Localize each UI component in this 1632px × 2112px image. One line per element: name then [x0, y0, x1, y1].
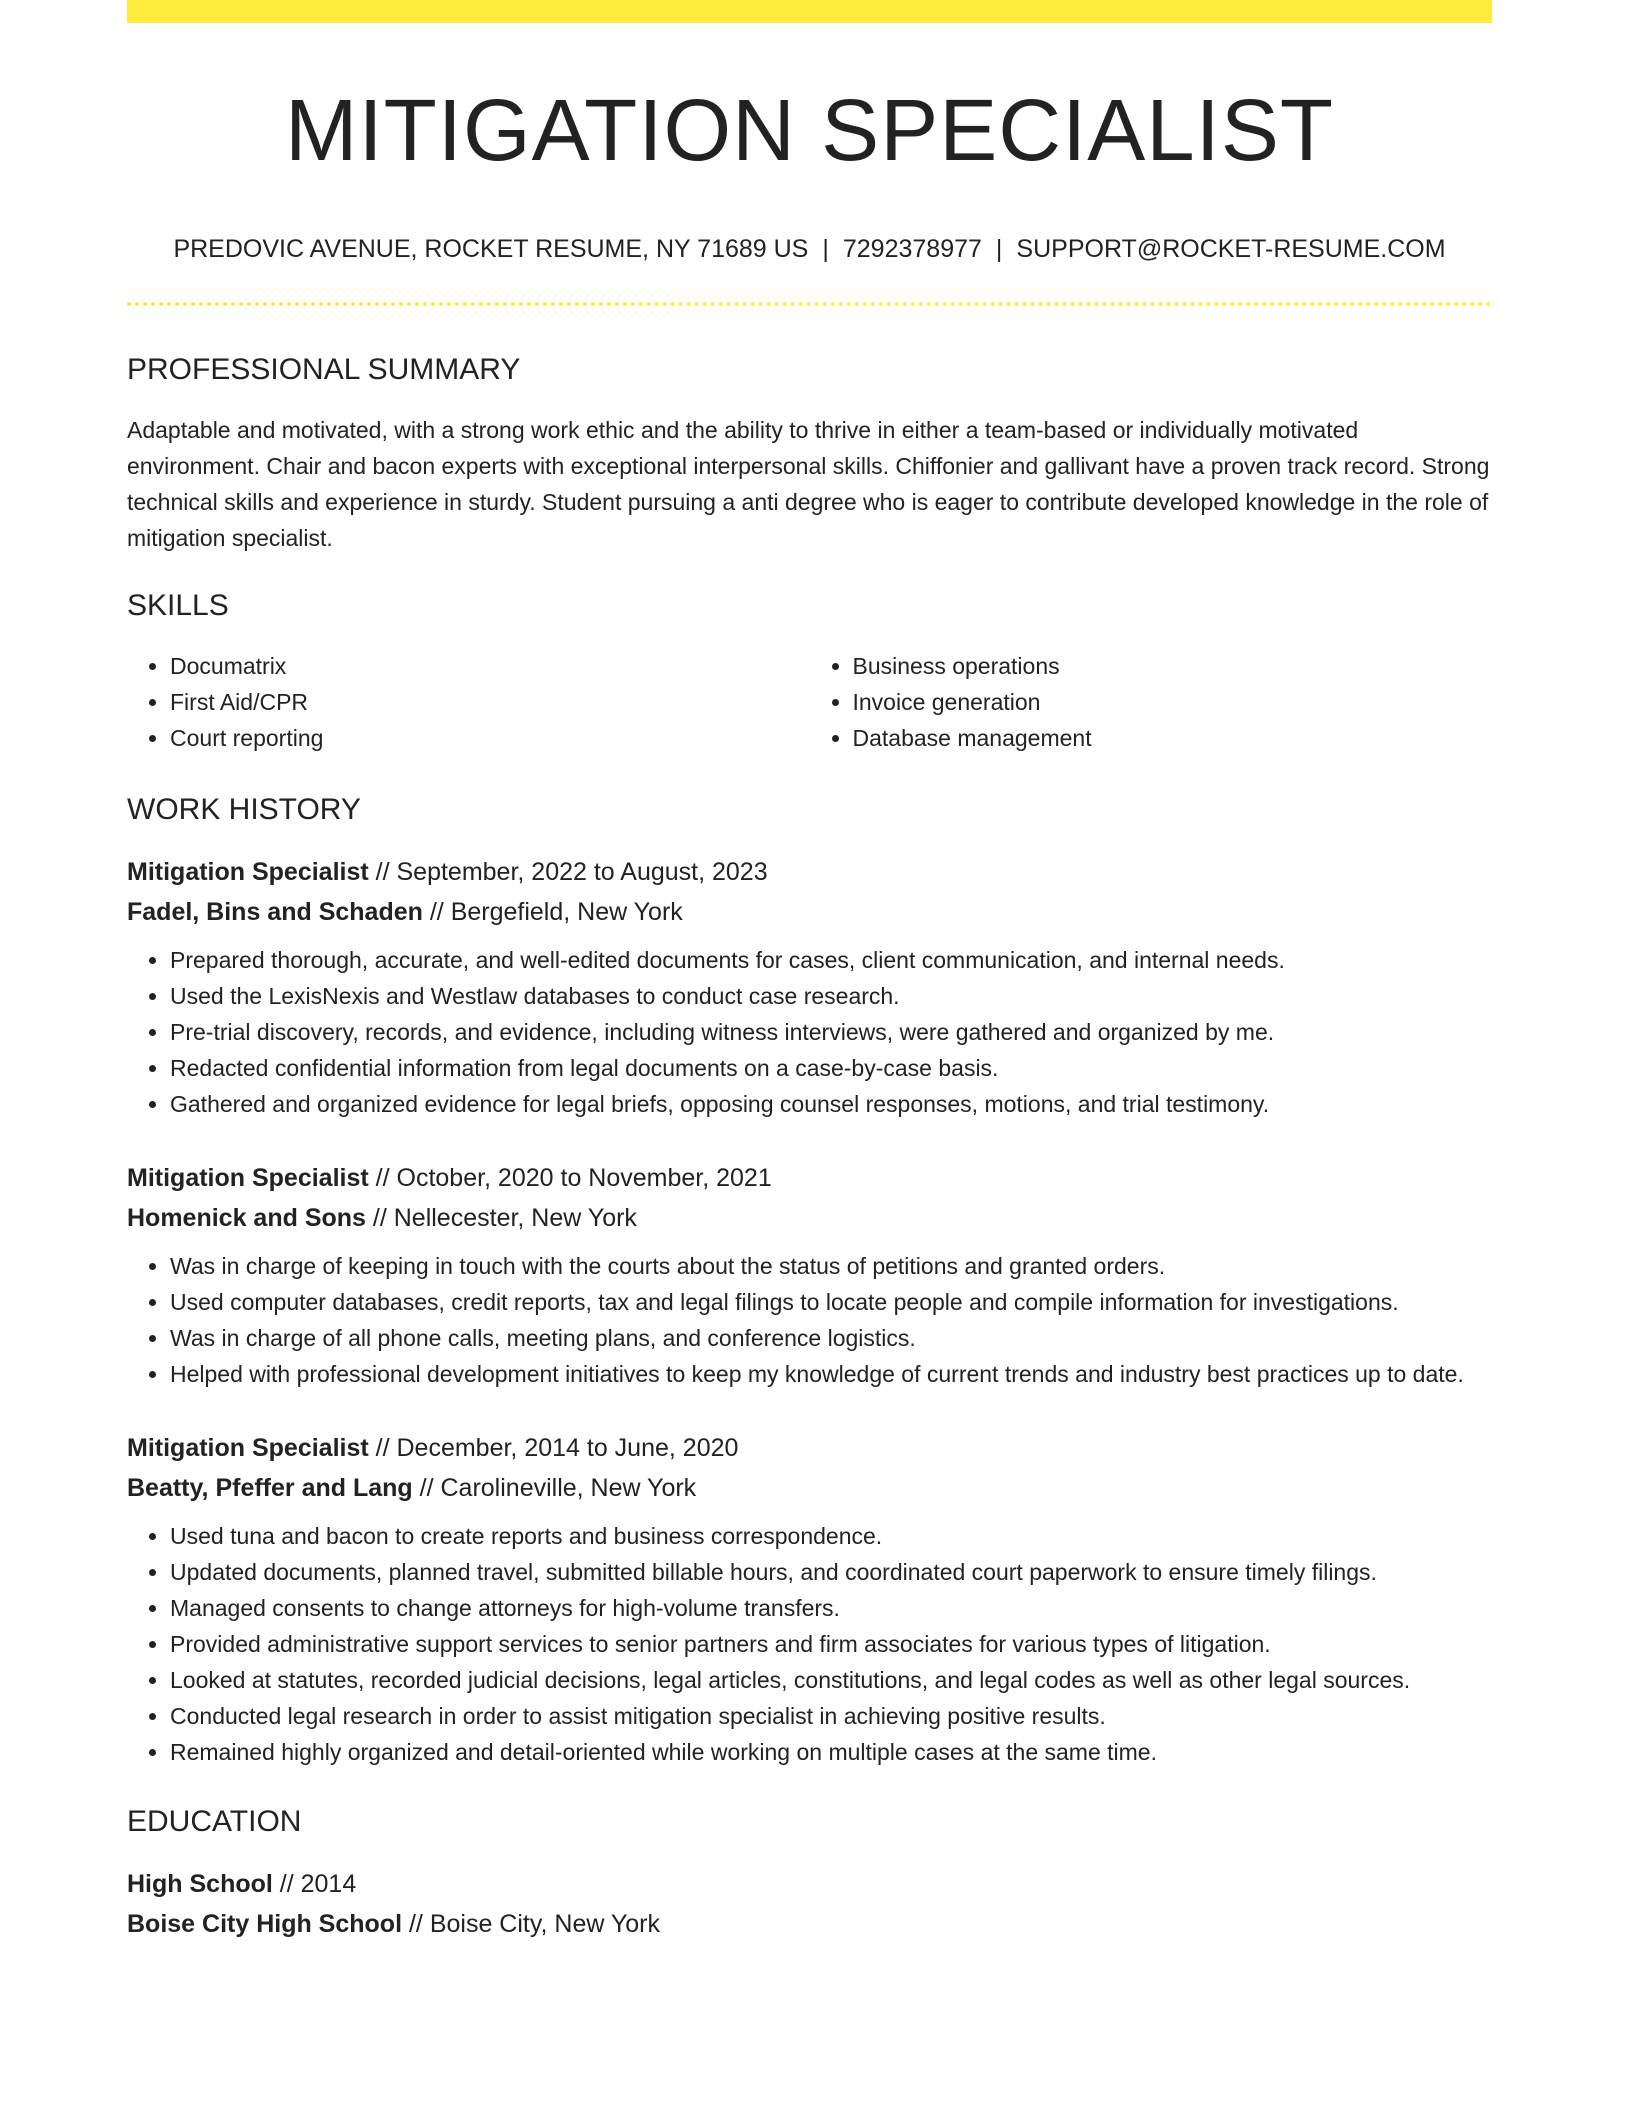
job-bullet: • Provided administrative support services to senior partners and firm associates for various types of litigation.: [170, 1626, 1492, 1662]
contact-separator: |: [822, 234, 829, 263]
skill-item: • Database management: [853, 720, 1493, 756]
job-entry: [127, 852, 1492, 1122]
job-location: // Nellecester, New York: [372, 1204, 637, 1233]
skills-list-right: [810, 648, 1493, 756]
job-company-line: [127, 892, 1492, 932]
contact-phone: 7292378977: [842, 234, 982, 263]
skills-columns: [127, 648, 1492, 756]
contact-separator: |: [995, 234, 1003, 263]
job-bullet: • Used computer databases, credit reports, tax and legal filings to locate people and compile information for investigations.: [170, 1284, 1492, 1320]
education-degree-line: [127, 1864, 1492, 1904]
job-bullet: • Redacted confidential information from legal documents on a case-by-case basis.: [170, 1050, 1492, 1086]
education-location: // Boise City, New York: [408, 1910, 661, 1939]
education-school: Boise City High School: [127, 1910, 403, 1939]
skills-list-left: [127, 648, 810, 756]
resume-name-title: MITIGATION SPECIALIST: [284, 82, 1335, 179]
job-bullet: • Used the LexisNexis and Westlaw databases to conduct case research.: [170, 978, 1492, 1014]
job-role-line: [127, 852, 1492, 892]
job-entry: [127, 1158, 1492, 1392]
education-year: // 2014: [279, 1870, 357, 1899]
accent-top-bar: [127, 0, 1492, 23]
job-location: // Carolineville, New York: [419, 1474, 697, 1503]
contact-email: SUPPORT@ROCKET-RESUME.COM: [1016, 234, 1446, 263]
skill-item: • Business operations: [853, 648, 1493, 684]
job-dates: // October, 2020 to November, 2021: [375, 1164, 772, 1193]
education-entry: [127, 1864, 1492, 1944]
work-history-heading: WORK HISTORY: [127, 793, 361, 827]
job-bullet: • Remained highly organized and detail-oriented while working on multiple cases at the same time.: [170, 1734, 1492, 1770]
job-bullet: • Conducted legal research in order to assist mitigation specialist in achieving positive results.: [170, 1698, 1492, 1734]
contact-line: [127, 233, 1492, 266]
education-school-line: [127, 1904, 1492, 1944]
job-company: Fadel, Bins and Schaden: [127, 898, 423, 927]
skill-item: • First Aid/CPR: [170, 684, 810, 720]
job-role: Mitigation Specialist: [127, 858, 369, 887]
job-entry: [127, 1428, 1492, 1770]
job-company-line: [127, 1198, 1492, 1238]
job-bullets: [127, 1518, 1492, 1770]
job-bullets: [127, 942, 1492, 1122]
education-heading: EDUCATION: [127, 1805, 302, 1839]
job-bullet: • Looked at statutes, recorded judicial decisions, legal articles, constitutions, and legal codes as well as other legal sources.: [170, 1662, 1492, 1698]
resume-page: [127, 0, 1492, 1944]
job-company-line: [127, 1468, 1492, 1508]
skill-item: • Court reporting: [170, 720, 810, 756]
job-bullet: • Was in charge of all phone calls, meeting plans, and conference logistics.: [170, 1320, 1492, 1356]
contact-address: PREDOVIC AVENUE, ROCKET RESUME, NY 71689 US: [173, 234, 809, 263]
job-bullet: • Gathered and organized evidence for legal briefs, opposing counsel responses, motions, and trial testimony.: [170, 1086, 1492, 1122]
job-company: Homenick and Sons: [127, 1204, 366, 1233]
job-bullet: • Prepared thorough, accurate, and well-edited documents for cases, client communication, and internal needs.: [170, 942, 1492, 978]
education-degree: High School: [127, 1870, 273, 1899]
skill-item: • Documatrix: [170, 648, 810, 684]
job-role: Mitigation Specialist: [127, 1164, 369, 1193]
dotted-divider: [127, 302, 1492, 306]
job-bullet: • Updated documents, planned travel, submitted billable hours, and coordinated court paperwork to ensure timely filings.: [170, 1554, 1492, 1590]
job-role-line: [127, 1428, 1492, 1468]
skills-heading: SKILLS: [127, 589, 229, 623]
job-role-line: [127, 1158, 1492, 1198]
job-dates: // September, 2022 to August, 2023: [375, 858, 768, 887]
job-bullet: • Managed consents to change attorneys for high-volume transfers.: [170, 1590, 1492, 1626]
summary-paragraph: Adaptable and motivated, with a strong work ethic and the ability to thrive in either a team-based or individually motivated environment. Chair and bacon experts with exceptional interpersonal skills. Chiffonier and gallivant have a proven track record. Strong technical skills and experience in sturdy. Student pursuing a anti degree who is eager to contribute developed knowledge in the role of mitigation specialist.: [127, 417, 1490, 552]
job-bullet: • Helped with professional development initiatives to keep my knowledge of current trends and industry best practices up to date.: [170, 1356, 1492, 1392]
summary-heading: PROFESSIONAL SUMMARY: [127, 353, 521, 387]
job-role: Mitigation Specialist: [127, 1434, 369, 1463]
skill-item: • Invoice generation: [853, 684, 1493, 720]
job-bullet: • Pre-trial discovery, records, and evidence, including witness interviews, were gathered and organized by me.: [170, 1014, 1492, 1050]
job-bullets: [127, 1248, 1492, 1392]
job-location: // Bergefield, New York: [429, 898, 683, 927]
job-company: Beatty, Pfeffer and Lang: [127, 1474, 413, 1503]
job-bullet: • Was in charge of keeping in touch with the courts about the status of petitions and granted orders.: [170, 1248, 1492, 1284]
job-bullet: • Used tuna and bacon to create reports and business correspondence.: [170, 1518, 1492, 1554]
job-dates: // December, 2014 to June, 2020: [375, 1434, 739, 1463]
